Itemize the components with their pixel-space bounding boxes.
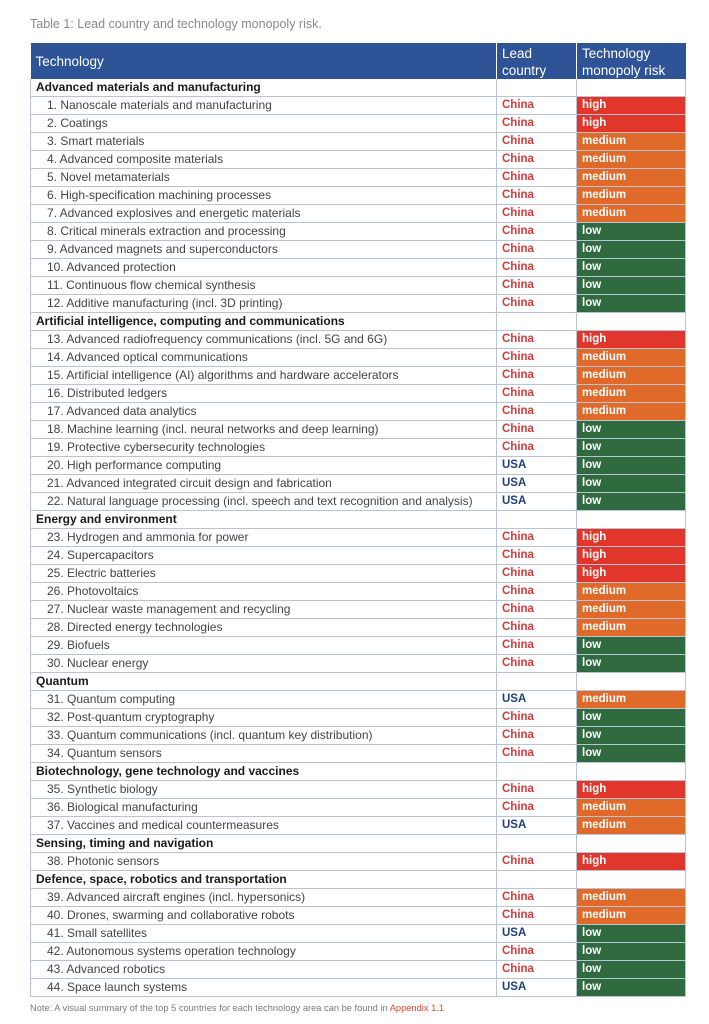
table-row <box>31 619 686 637</box>
table-row <box>31 457 686 475</box>
header-risk-line2: monopoly risk <box>582 63 666 78</box>
monopoly-risk-badge: medium <box>577 403 686 421</box>
technology-name: 40. Drones, swarming and collaborative robots <box>31 907 497 925</box>
technology-name: 23. Hydrogen and ammonia for power <box>31 529 497 547</box>
lead-country: China <box>497 385 577 403</box>
table-row <box>31 97 686 115</box>
technology-name: 26. Photovoltaics <box>31 583 497 601</box>
table-row <box>31 583 686 601</box>
table-caption: Table 1: Lead country and technology monopoly risk. <box>30 17 322 31</box>
technology-name: 14. Advanced optical communications <box>31 349 497 367</box>
monopoly-risk-badge: medium <box>577 907 686 925</box>
lead-country: China <box>497 583 577 601</box>
technology-risk-table <box>30 43 686 997</box>
monopoly-risk-badge: low <box>577 457 686 475</box>
lead-country: China <box>497 439 577 457</box>
lead-country: USA <box>497 979 577 997</box>
table-header <box>31 43 686 79</box>
table-row <box>31 133 686 151</box>
lead-country: China <box>497 295 577 313</box>
table-row <box>31 799 686 817</box>
technology-name: 38. Photonic sensors <box>31 853 497 871</box>
footnote-text: Note: A visual summary of the top 5 countries for each technology area can be found in <box>30 1003 390 1013</box>
table-row <box>31 691 686 709</box>
monopoly-risk-badge: medium <box>577 385 686 403</box>
lead-country: China <box>497 187 577 205</box>
lead-country: China <box>497 727 577 745</box>
technology-name: 12. Additive manufacturing (incl. 3D printing) <box>31 295 497 313</box>
monopoly-risk-badge: medium <box>577 583 686 601</box>
technology-name: 10. Advanced protection <box>31 259 497 277</box>
category-row <box>31 673 686 691</box>
lead-country: China <box>497 907 577 925</box>
technology-name: 42. Autonomous systems operation technology <box>31 943 497 961</box>
lead-country: USA <box>497 493 577 511</box>
monopoly-risk-badge: medium <box>577 349 686 367</box>
lead-country: China <box>497 889 577 907</box>
category-row <box>31 313 686 331</box>
monopoly-risk-badge: high <box>577 115 686 133</box>
monopoly-risk-badge: low <box>577 421 686 439</box>
lead-country: China <box>497 529 577 547</box>
lead-country: China <box>497 367 577 385</box>
monopoly-risk-badge: high <box>577 331 686 349</box>
monopoly-risk-badge: medium <box>577 367 686 385</box>
monopoly-risk-badge: low <box>577 961 686 979</box>
header-risk-line1: Technology <box>582 46 651 61</box>
monopoly-risk-badge: low <box>577 259 686 277</box>
monopoly-risk-badge: medium <box>577 889 686 907</box>
technology-name: 35. Synthetic biology <box>31 781 497 799</box>
monopoly-risk-badge: low <box>577 637 686 655</box>
lead-country: China <box>497 97 577 115</box>
table-body <box>31 79 686 997</box>
monopoly-risk-badge: low <box>577 241 686 259</box>
technology-name: 3. Smart materials <box>31 133 497 151</box>
lead-country: USA <box>497 817 577 835</box>
technology-name: 11. Continuous flow chemical synthesis <box>31 277 497 295</box>
category-blank-cell <box>577 763 686 781</box>
lead-country: China <box>497 115 577 133</box>
header-monopoly-risk <box>577 43 686 79</box>
lead-country: USA <box>497 691 577 709</box>
lead-country: China <box>497 241 577 259</box>
category-blank-cell <box>497 835 577 853</box>
lead-country: China <box>497 781 577 799</box>
monopoly-risk-badge: low <box>577 493 686 511</box>
monopoly-risk-badge: high <box>577 529 686 547</box>
table-row <box>31 565 686 583</box>
lead-country: China <box>497 169 577 187</box>
lead-country: China <box>497 403 577 421</box>
table-row <box>31 853 686 871</box>
category-row <box>31 511 686 529</box>
lead-country: China <box>497 637 577 655</box>
table-row <box>31 277 686 295</box>
footnote <box>30 1003 444 1013</box>
table-row <box>31 439 686 457</box>
technology-name: 15. Artificial intelligence (AI) algorithms and hardware accelerators <box>31 367 497 385</box>
category-blank-cell <box>577 835 686 853</box>
lead-country: USA <box>497 925 577 943</box>
lead-country: China <box>497 565 577 583</box>
category-name: Advanced materials and manufacturing <box>31 79 497 97</box>
header-technology: Technology <box>31 43 497 79</box>
monopoly-risk-badge: low <box>577 475 686 493</box>
table-row <box>31 331 686 349</box>
lead-country: USA <box>497 457 577 475</box>
monopoly-risk-badge: low <box>577 979 686 997</box>
lead-country: China <box>497 853 577 871</box>
technology-name: 29. Biofuels <box>31 637 497 655</box>
category-blank-cell <box>577 511 686 529</box>
table-row <box>31 295 686 313</box>
table-row <box>31 115 686 133</box>
technology-name: 43. Advanced robotics <box>31 961 497 979</box>
lead-country: China <box>497 709 577 727</box>
monopoly-risk-badge: low <box>577 925 686 943</box>
table-row <box>31 259 686 277</box>
category-blank-cell <box>577 673 686 691</box>
category-name: Energy and environment <box>31 511 497 529</box>
monopoly-risk-badge: low <box>577 709 686 727</box>
table-row <box>31 925 686 943</box>
category-blank-cell <box>497 313 577 331</box>
table-row <box>31 493 686 511</box>
monopoly-risk-badge: medium <box>577 187 686 205</box>
lead-country: China <box>497 619 577 637</box>
monopoly-risk-badge: high <box>577 547 686 565</box>
table-row <box>31 979 686 997</box>
technology-name: 39. Advanced aircraft engines (incl. hypersonics) <box>31 889 497 907</box>
technology-name: 41. Small satellites <box>31 925 497 943</box>
technology-name: 16. Distributed ledgers <box>31 385 497 403</box>
monopoly-risk-badge: medium <box>577 817 686 835</box>
lead-country: China <box>497 223 577 241</box>
table-row <box>31 475 686 493</box>
category-blank-cell <box>497 871 577 889</box>
category-blank-cell <box>497 511 577 529</box>
technology-name: 2. Coatings <box>31 115 497 133</box>
header-lead-country <box>497 43 577 79</box>
technology-name: 4. Advanced composite materials <box>31 151 497 169</box>
header-lead-line2: country <box>502 63 547 78</box>
technology-name: 34. Quantum sensors <box>31 745 497 763</box>
lead-country: China <box>497 745 577 763</box>
table-row <box>31 385 686 403</box>
category-name: Quantum <box>31 673 497 691</box>
table-row <box>31 601 686 619</box>
technology-name: 37. Vaccines and medical countermeasures <box>31 817 497 835</box>
table-row <box>31 169 686 187</box>
table-row <box>31 817 686 835</box>
lead-country: China <box>497 961 577 979</box>
table-row <box>31 943 686 961</box>
lead-country: China <box>497 547 577 565</box>
table-row <box>31 241 686 259</box>
monopoly-risk-badge: low <box>577 943 686 961</box>
category-name: Sensing, timing and navigation <box>31 835 497 853</box>
lead-country: China <box>497 331 577 349</box>
monopoly-risk-badge: medium <box>577 151 686 169</box>
category-blank-cell <box>577 313 686 331</box>
monopoly-risk-badge: medium <box>577 133 686 151</box>
table-row <box>31 907 686 925</box>
technology-name: 33. Quantum communications (incl. quantum key distribution) <box>31 727 497 745</box>
technology-name: 30. Nuclear energy <box>31 655 497 673</box>
category-blank-cell <box>497 763 577 781</box>
table-row <box>31 961 686 979</box>
table-row <box>31 223 686 241</box>
category-name: Biotechnology, gene technology and vaccines <box>31 763 497 781</box>
appendix-link[interactable]: Appendix <box>389 1003 429 1013</box>
category-blank-cell <box>497 673 577 691</box>
technology-name: 25. Electric batteries <box>31 565 497 583</box>
technology-name: 1. Nanoscale materials and manufacturing <box>31 97 497 115</box>
table-row <box>31 727 686 745</box>
category-blank-cell <box>497 79 577 97</box>
technology-name: 31. Quantum computing <box>31 691 497 709</box>
category-blank-cell <box>577 79 686 97</box>
technology-name: 6. High-specification machining processes <box>31 187 497 205</box>
monopoly-risk-badge: medium <box>577 619 686 637</box>
technology-name: 36. Biological manufacturing <box>31 799 497 817</box>
technology-name: 13. Advanced radiofrequency communications (incl. 5G and 6G) <box>31 331 497 349</box>
table-row <box>31 403 686 421</box>
category-name: Defence, space, robotics and transportation <box>31 871 497 889</box>
technology-name: 24. Supercapacitors <box>31 547 497 565</box>
technology-name: 27. Nuclear waste management and recycling <box>31 601 497 619</box>
table-row <box>31 187 686 205</box>
appendix-number[interactable]: 1.1 <box>428 1003 444 1013</box>
technology-name: 17. Advanced data analytics <box>31 403 497 421</box>
monopoly-risk-badge: medium <box>577 799 686 817</box>
lead-country: China <box>497 205 577 223</box>
technology-name: 28. Directed energy technologies <box>31 619 497 637</box>
technology-name: 5. Novel metamaterials <box>31 169 497 187</box>
lead-country: USA <box>497 475 577 493</box>
lead-country: China <box>497 601 577 619</box>
monopoly-risk-badge: high <box>577 97 686 115</box>
category-blank-cell <box>577 871 686 889</box>
table-row <box>31 709 686 727</box>
table-row <box>31 529 686 547</box>
technology-name: 44. Space launch systems <box>31 979 497 997</box>
technology-name: 22. Natural language processing (incl. speech and text recognition and analysis) <box>31 493 497 511</box>
category-row <box>31 835 686 853</box>
monopoly-risk-badge: low <box>577 745 686 763</box>
table-row <box>31 205 686 223</box>
table-row <box>31 547 686 565</box>
lead-country: China <box>497 655 577 673</box>
monopoly-risk-badge: low <box>577 439 686 457</box>
table-row <box>31 349 686 367</box>
technology-name: 18. Machine learning (incl. neural networks and deep learning) <box>31 421 497 439</box>
lead-country: China <box>497 349 577 367</box>
lead-country: China <box>497 421 577 439</box>
monopoly-risk-badge: medium <box>577 169 686 187</box>
monopoly-risk-badge: medium <box>577 601 686 619</box>
monopoly-risk-badge: low <box>577 727 686 745</box>
monopoly-risk-badge: low <box>577 295 686 313</box>
monopoly-risk-badge: medium <box>577 205 686 223</box>
technology-name: 21. Advanced integrated circuit design and fabrication <box>31 475 497 493</box>
lead-country: China <box>497 799 577 817</box>
category-row <box>31 79 686 97</box>
lead-country: China <box>497 151 577 169</box>
technology-name: 7. Advanced explosives and energetic materials <box>31 205 497 223</box>
technology-name: 19. Protective cybersecurity technologies <box>31 439 497 457</box>
monopoly-risk-badge: low <box>577 277 686 295</box>
monopoly-risk-badge: high <box>577 565 686 583</box>
header-lead-line1: Lead <box>502 46 533 61</box>
table-row <box>31 151 686 169</box>
monopoly-risk-badge: low <box>577 655 686 673</box>
lead-country: China <box>497 259 577 277</box>
lead-country: China <box>497 133 577 151</box>
category-name: Artificial intelligence, computing and communications <box>31 313 497 331</box>
category-row <box>31 763 686 781</box>
monopoly-risk-badge: high <box>577 853 686 871</box>
monopoly-risk-badge: low <box>577 223 686 241</box>
table-row <box>31 889 686 907</box>
table-row <box>31 637 686 655</box>
technology-name: 9. Advanced magnets and superconductors <box>31 241 497 259</box>
lead-country: China <box>497 943 577 961</box>
technology-name: 8. Critical minerals extraction and processing <box>31 223 497 241</box>
table-row <box>31 655 686 673</box>
technology-name: 32. Post-quantum cryptography <box>31 709 497 727</box>
category-row <box>31 871 686 889</box>
table-row <box>31 421 686 439</box>
table-row <box>31 367 686 385</box>
lead-country: China <box>497 277 577 295</box>
table-row <box>31 781 686 799</box>
monopoly-risk-badge: medium <box>577 691 686 709</box>
technology-name: 20. High performance computing <box>31 457 497 475</box>
table-row <box>31 745 686 763</box>
monopoly-risk-badge: high <box>577 781 686 799</box>
